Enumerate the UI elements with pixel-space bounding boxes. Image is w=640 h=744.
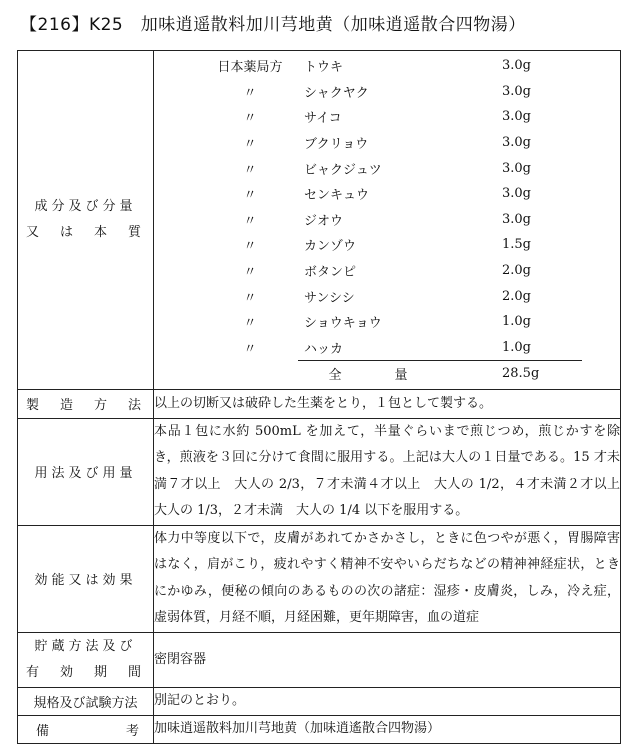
total-label: 全 量 [328,368,428,384]
ingredient-source: 日本薬局方 [217,60,283,76]
storage-label-line1: 貯蔵方法及び [34,638,137,654]
ingredient-name: ハッカ [298,335,448,361]
ingredient-name: シャクヤク [304,85,369,101]
ingredient-row [202,79,582,105]
ingredient-source: 〃 [243,111,257,127]
ingredient-amount: 1.5g [502,237,531,253]
ingredients-label-line1: 成分及び分量 [34,198,137,214]
spec-label: 規格及び試験方法 [18,687,154,715]
ingredient-source: 〃 [243,290,257,306]
ingredient-name: ジオウ [304,213,344,229]
ingredient-name: ブクリョウ [304,137,369,153]
ingredient-row [202,53,582,79]
ingredient-name: ショウキョウ [304,316,382,332]
effects-row [18,525,621,632]
effects-label: 効能又は効果 [18,525,154,632]
ingredient-source: 〃 [243,213,257,229]
method-text: 以上の切断又は破砕した生薬をとり，１包として製する。 [154,389,621,418]
ingredient-source: 〃 [243,137,257,153]
usage-row [18,418,621,525]
ingredient-amount: 3.0g [502,135,531,151]
ingredient-amount: 3.0g [502,211,531,227]
remarks-label-char1: 備 [36,723,50,739]
ingredient-row [202,155,582,181]
ingredients-label-line2: 又 は 本 質 [25,224,145,240]
method-label: 製 造 方 法 [18,389,154,418]
ingredients-label [18,51,154,390]
page-title: 【216】K25 加味逍遥散料加川芎地黄（加味逍遥散合四物湯） [20,15,526,35]
ingredient-source: 〃 [243,342,257,358]
ingredient-source: 〃 [243,239,257,255]
ingredient-amount: 1.0g [448,335,582,361]
ingredient-source: 〃 [243,162,257,178]
ingredient-name: ボタンピ [304,265,357,281]
ingredient-name: ビャクジュツ [304,162,382,178]
usage-text: 本品１包に水約 500mL を加えて，半量ぐらいまで煎じつめ，煎じかすを除き，煎液を３回に分けて食間に服用する。上記は大人の１日量である。15 才未満７才以上 大人の 2/3，７才未満４才以上 大人の 1/2，４才未満２才以上 大人の 1/3，２才未満 大人の 1/4 以下を服用する。 [154,418,621,525]
ingredient-source: 〃 [243,265,257,281]
remarks-label-char2: 考 [125,723,139,739]
ingredient-source: 〃 [243,85,257,101]
total-row [202,361,582,387]
ingredient-row [202,181,582,207]
ingredient-amount: 2.0g [502,263,531,279]
ingredient-amount: 3.0g [502,186,531,202]
spec-text: 別記のとおり。 [154,687,621,715]
ingredient-name: トウキ [304,60,344,76]
remarks-row [18,715,621,743]
storage-text: 密閉容器 [154,632,621,687]
ingredient-row [202,335,582,361]
ingredient-amount: 1.0g [502,314,531,330]
ingredient-amount: 3.0g [502,83,531,99]
ingredients-cell [154,51,621,390]
ingredient-source: 〃 [243,188,257,204]
ingredient-row [202,130,582,156]
method-row [18,389,621,418]
ingredients-list [202,53,582,387]
ingredient-row [202,258,582,284]
monograph-table [17,50,634,744]
storage-row [18,632,621,687]
ingredient-name: センキュウ [304,188,370,204]
ingredient-amount: 3.0g [502,160,531,176]
total-amount: 28.5g [502,366,540,382]
ingredient-name: サンシシ [304,290,355,306]
ingredient-name: カンゾウ [304,239,357,255]
ingredient-name: サイコ [304,111,342,127]
ingredient-row [202,283,582,309]
ingredient-row [202,104,582,130]
ingredient-amount: 2.0g [502,288,531,304]
storage-label-line2: 有 効 期 間 [25,664,145,680]
effects-text: 体力中等度以下で，皮膚があれてかさかさし，ときに色つやが悪く，胃腸障害はなく，肩がこり，疲れやすく精神不安やいらだちなどの精神神経症状，ときにかゆみ，便秘の傾向のあるものの次の諸症：湿疹・皮膚炎，しみ，冷え症，虚弱体質，月経不順，月経困難，更年期障害，血の道症 [154,525,621,632]
ingredient-amount: 3.0g [502,109,531,125]
ingredient-row [202,309,582,335]
ingredient-row [202,207,582,233]
ingredients-row [18,51,621,390]
remarks-text: 加味逍遥散料加川芎地黄（加味逍遙散合四物湯） [154,715,621,743]
spec-row [18,687,621,715]
storage-label [18,632,154,687]
ingredient-row [202,232,582,258]
ingredient-source: 〃 [243,316,257,332]
usage-label: 用法及び用量 [18,418,154,525]
ingredient-amount: 3.0g [502,58,531,74]
remarks-label [18,715,154,743]
